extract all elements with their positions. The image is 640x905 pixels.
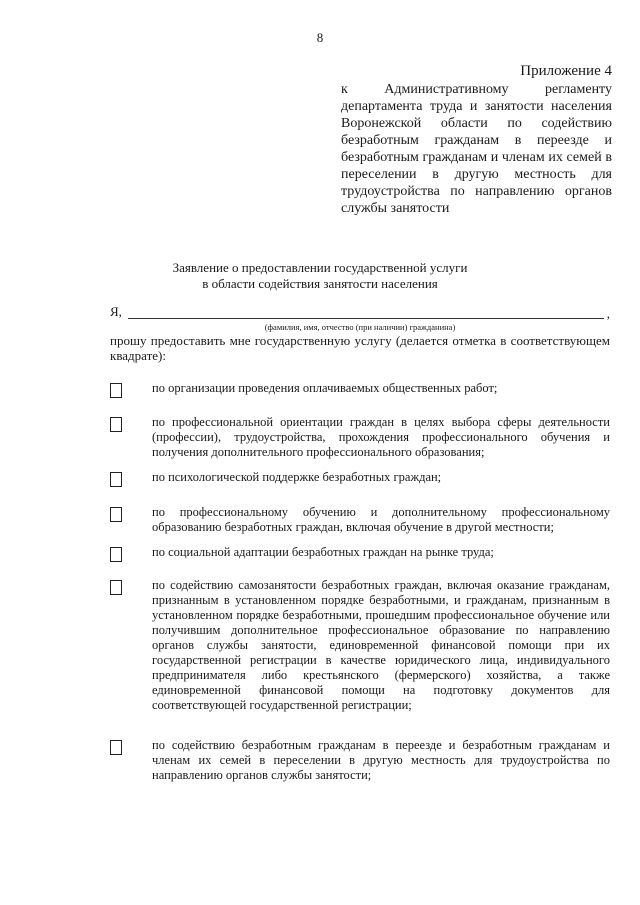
request-text: прошу предоставить мне государственную услугу (делается отметка в соответствующем квадрате): xyxy=(110,333,610,363)
option-text: по содействию самозанятости безработных граждан, включая оказание гражданам, признанным в установленном порядке безработными, и гражданам, признанным в установленном порядке безработными, прошедшим профессиональное обучение или получившим дополнительное профессиональное образование по направлению органов службы занятости, единовременной финансовой помощи при их государственной регистрации в качестве юридического лица, индивидуального предпринимателя либо крестьянского (фермерского) хозяйства, а также единовременной финансовой помощи на подготовку документов для соответствующей государственной регистрации; xyxy=(152,578,610,712)
option-checkbox[interactable] xyxy=(110,580,122,595)
appendix-title: Приложение 4 xyxy=(520,63,612,79)
applicant-name-row xyxy=(110,304,610,324)
option-text: по профессиональной ориентации граждан в целях выбора сферы деятельности (профессии), трудоустройства, прохождения профессионального обучения и получения дополнительного профессионального образования; xyxy=(152,415,610,459)
comma-mark: , xyxy=(606,306,610,321)
applicant-name-line[interactable] xyxy=(128,318,604,319)
appendix-block xyxy=(341,63,612,217)
applicant-name-hint: (фамилия, имя, отчество (при наличии) гражданина) xyxy=(264,322,456,332)
option-checkbox[interactable] xyxy=(110,740,122,755)
page-number: 8 xyxy=(316,30,324,45)
application-title-line1: Заявление о предоставлении государственной услуги xyxy=(172,260,468,275)
option-text: по профессиональному обучению и дополнительному профессиональному образованию безработных граждан, включая обучение в другой местности; xyxy=(152,505,610,534)
application-title xyxy=(0,260,640,292)
option-checkbox[interactable] xyxy=(110,417,122,432)
option-checkbox[interactable] xyxy=(110,383,122,398)
option-checkbox[interactable] xyxy=(110,472,122,487)
ya-label: Я, xyxy=(110,304,122,319)
appendix-body: к Административному регламенту департамента труда и занятости населения Воронежской области по содействию безработным гражданам в переезде и безработным гражданам и членам их семей в переселении в другую местность для трудоустройства по направлению органов службы занятости xyxy=(341,82,612,216)
option-checkbox[interactable] xyxy=(110,507,122,522)
option-text: по социальной адаптации безработных граждан на рынке труда; xyxy=(152,545,494,559)
option-text: по организации проведения оплачиваемых общественных работ; xyxy=(152,381,498,395)
application-title-line2: в области содействия занятости населения xyxy=(202,276,438,291)
option-text: по содействию безработным гражданам в переезде и безработным гражданам и членам их семей в переселении в другую местность для трудоустройства по направлению органов службы занятости; xyxy=(152,738,610,782)
option-checkbox[interactable] xyxy=(110,547,122,562)
option-text: по психологической поддержке безработных граждан; xyxy=(152,470,442,484)
